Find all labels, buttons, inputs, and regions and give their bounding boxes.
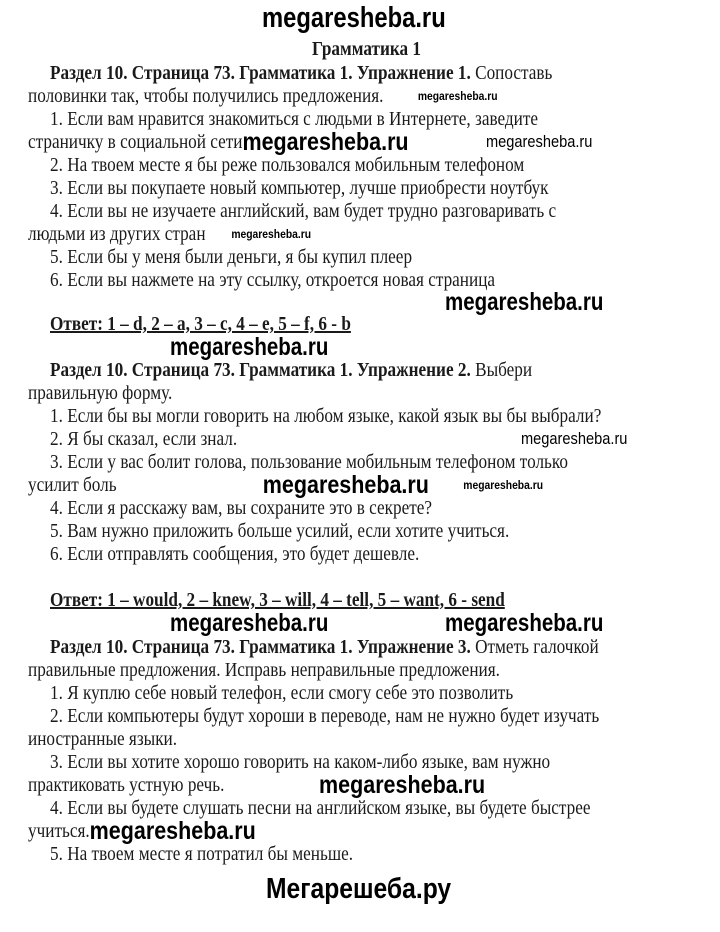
watermark: megaresheba.ru (319, 771, 486, 799)
ex3-task: Отметь галочкой (470, 636, 599, 658)
ex3-item: учиться. (28, 820, 90, 842)
ex3-task-cont: правильные предложения. Исправь неправильные предложения. (28, 659, 500, 681)
ex3-item: практиковать устную речь. (28, 774, 225, 796)
watermark-medium: megaresheba.ru (485, 132, 593, 151)
ex2-item: 3. Если у вас болит голова, пользование мобильным телефоном только (50, 451, 568, 473)
ex3-heading (50, 636, 599, 658)
ex1-heading (50, 62, 552, 84)
ex3-item-row (28, 771, 486, 799)
ex1-item: 2. На твоем месте я бы реже пользовался мобильным телефоном (50, 154, 525, 176)
ex1-item-row (28, 223, 311, 245)
watermark-top: megaresheba.ru (262, 2, 446, 34)
ex3-item: иностранные языки. (28, 728, 178, 750)
ex3-item-row (28, 817, 256, 845)
ex2-item: 4. Если я расскажу вам, вы сохраните это в секрете? (50, 497, 433, 519)
watermark: megaresheba.ru (170, 333, 329, 361)
ex3-item: 2. Если компьютеры будут хороши в переводе, нам не нужно будет изучать (50, 705, 600, 727)
ex2-task-cont: правильную форму. (28, 382, 173, 404)
watermark: megaresheba.ru (445, 609, 604, 637)
ex1-heading-bold: Раздел 10. Страница 73. Грамматика 1. Упражнение 1. (50, 62, 471, 84)
ex2-item: 1. Если бы вы могли говорить на любом языке, какой язык вы бы выбрали? (50, 405, 602, 427)
ex3-item: 5. На твоем месте я потратил бы меньше. (50, 843, 354, 865)
watermark: megaresheba.ru (262, 471, 429, 499)
ex2-item: 5. Вам нужно приложить больше усилий, если хотите учиться. (50, 520, 510, 542)
ex1-task: Сопоставь (470, 62, 553, 84)
ex2-answer: Ответ: 1 – would, 2 – knew, 3 – will, 4 – tell, 5 – want, 6 - send (50, 589, 505, 611)
ex1-task-cont (28, 85, 498, 107)
ex2-heading (50, 359, 532, 381)
ex1-item: 3. Если вы покупаете новый компьютер, лучше приобрести ноутбук (50, 177, 549, 199)
ex1-answer: Ответ: 1 – d, 2 – a, 3 – c, 4 – e, 5 – f, 6 - b (50, 313, 351, 335)
ex3-item: 3. Если вы хотите хорошо говорить на каком-либо языке, вам нужно (50, 751, 551, 773)
watermark: megaresheba.ru (89, 817, 256, 845)
ex1-item: 1. Если вам нравится знакомиться с людьми в Интернете, заведите (50, 108, 538, 130)
watermark-medium: megaresheba.ru (520, 429, 628, 448)
ex1-item: 5. Если бы у меня были деньги, я бы купил плеер (50, 246, 413, 268)
footer-watermark: Мегарешеба.ру (266, 873, 452, 905)
watermark: megaresheba.ru (445, 288, 604, 316)
ex2-item: 6. Если отправлять сообщения, это будет дешевле. (50, 543, 420, 565)
watermark-small: megaresheba.ru (417, 89, 498, 103)
ex2-heading-bold: Раздел 10. Страница 73. Грамматика 1. Упражнение 2. (50, 359, 471, 381)
ex3-heading-bold: Раздел 10. Страница 73. Грамматика 1. Упражнение 3. (50, 636, 471, 658)
ex1-item: 6. Если вы нажмете на эту ссылку, откроется новая страница (50, 269, 496, 291)
ex2-item-row (28, 471, 544, 499)
ex1-item-row (28, 128, 593, 156)
ex1-item: 4. Если вы не изучаете английский, вам будет трудно разговаривать с (50, 200, 557, 222)
ex3-item: 4. Если вы будете слушать песни на английском языке, вы будете быстрее (50, 797, 591, 819)
ex2-item: 2. Я бы сказал, если знал. (50, 428, 238, 450)
ex1-item: страничку в социальной сети (28, 131, 243, 153)
ex2-item: усилит боль (28, 474, 117, 496)
ex1-task-text: половинки так, чтобы получились предложения. (28, 85, 384, 107)
ex2-item-row (50, 428, 627, 450)
watermark: megaresheba.ru (242, 128, 409, 156)
section-title: Грамматика 1 (312, 38, 422, 60)
watermark-small: megaresheba.ru (231, 227, 312, 241)
watermark: megaresheba.ru (170, 609, 329, 637)
ex3-item: 1. Я куплю себе новый телефон, если смогу себе это позволить (50, 682, 514, 704)
ex2-task: Выбери (470, 359, 533, 381)
ex1-item: людьми из других стран (28, 223, 206, 245)
watermark-small: megaresheba.ru (463, 478, 544, 492)
